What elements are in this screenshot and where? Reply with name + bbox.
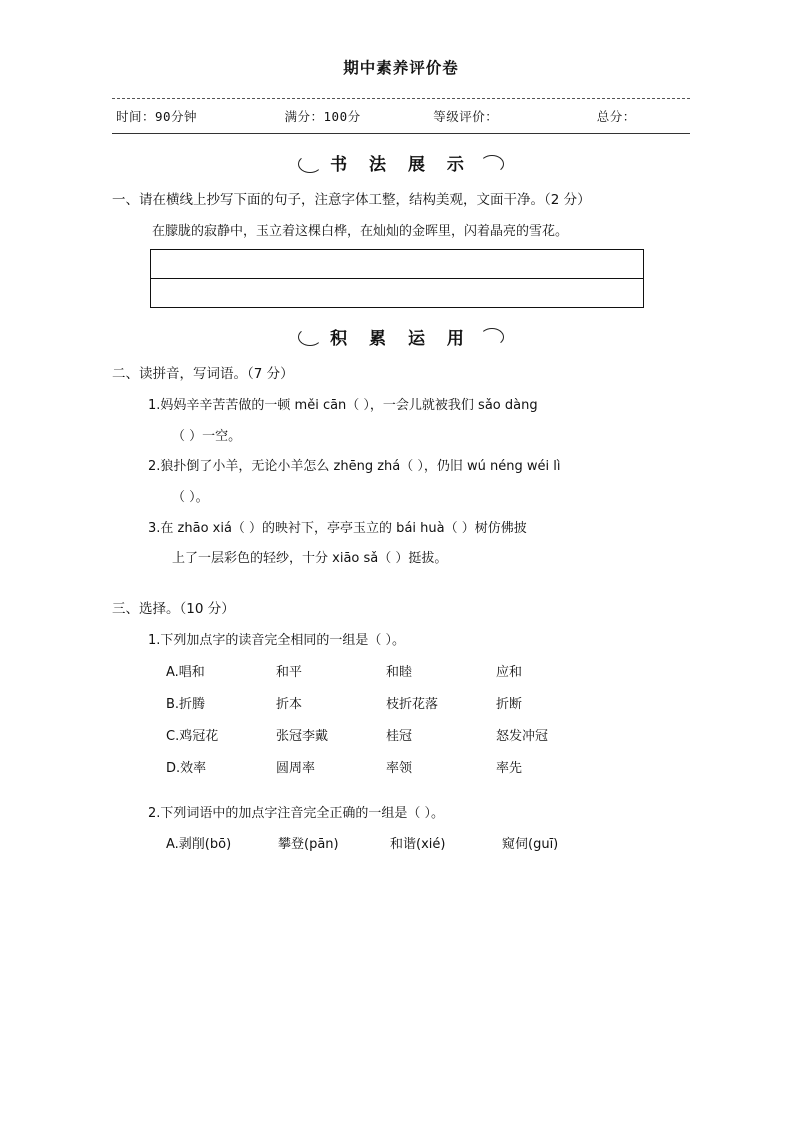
q3-option-d2[interactable]: 圆周率: [276, 760, 316, 776]
q3b-option-a1[interactable]: A.剥削(bō): [166, 837, 232, 853]
q3-option-c2[interactable]: 张冠李戴: [276, 728, 329, 744]
page-content: [112, 56, 690, 864]
q3-sub-1: 1.下列加点字的读音完全相同的一组是（ ）。: [148, 632, 406, 648]
q3-option-b3[interactable]: 枝折花落: [386, 696, 439, 712]
section-banner-calligraphy: [112, 150, 690, 175]
question-3-heading: 三、选择。（10 分）: [112, 601, 235, 617]
section-title-calligraphy: 书 法 展 示: [330, 155, 472, 175]
q3-option-d4[interactable]: 率先: [496, 760, 523, 776]
info-total: 满分：100分: [284, 109, 361, 124]
q3-choice-row-b[interactable]: [166, 692, 690, 718]
question-1-sentence: 在朦胧的寂静中，玉立着这棵白桦，在灿灿的金晖里，闪着晶亮的雪花。: [152, 223, 569, 239]
exam-info-bar: [112, 98, 690, 134]
q3-option-a1[interactable]: A.唱和: [166, 664, 205, 680]
info-score: 总分：: [596, 109, 636, 124]
q3-option-a2[interactable]: 和平: [276, 664, 303, 680]
page-title: 期中素养评价卷: [343, 59, 459, 77]
q3-option-c4[interactable]: 怒发冲冠: [496, 728, 549, 744]
q2-item-2-line-1: 2.狼扑倒了小羊，无论小羊怎么 zhēng zhá（ ），仍旧 wú néng wéi lì: [148, 459, 561, 475]
info-time: 时间：90分钟: [116, 109, 198, 124]
q3-option-d3[interactable]: 率领: [386, 760, 413, 776]
q3-sub-2: 2.下列词语中的加点字注音完全正确的一组是（ ）。: [148, 805, 445, 821]
handwriting-box[interactable]: [150, 249, 644, 308]
q3-option-d1[interactable]: D.效率: [166, 760, 207, 776]
section-title-accumulation: 积 累 运 用: [330, 328, 472, 349]
info-grade: 等级评价：: [433, 109, 499, 124]
q3b-option-a2[interactable]: 攀登(pān): [278, 837, 339, 853]
q3b-option-a3[interactable]: 和谐(xié): [390, 837, 446, 853]
section-banner-accumulation: [112, 324, 690, 349]
q2-item-3-line-2: 上了一层彩色的轻纱，十分 xiāo sǎ（ ）挺拔。: [172, 551, 448, 567]
q3-option-c1[interactable]: C.鸡冠花: [166, 728, 219, 744]
q2-item-3-line-1: 3.在 zhāo xiá（ ）的映衬下，亭亭玉立的 bái huà（ ）树仿佛披: [148, 520, 527, 536]
q3-option-a4[interactable]: 应和: [496, 664, 523, 680]
question-1-heading: 一、请在横线上抄写下面的句子，注意字体工整，结构美观，文面干净。（2 分）: [112, 192, 591, 208]
q2-item-1-line-1: 1.妈妈辛辛苦苦做的一顿 měi cān（ ），一会儿就被我们 sǎo dàng: [148, 397, 538, 413]
q3-option-a3[interactable]: 和睦: [386, 664, 413, 680]
q3-choice-row-c[interactable]: [166, 724, 690, 750]
q3-choice-row-a[interactable]: [166, 660, 690, 686]
handwriting-row-2[interactable]: [151, 278, 643, 307]
handwriting-row-1[interactable]: [151, 250, 643, 278]
q3-option-b4[interactable]: 折断: [496, 696, 523, 712]
q3b-choice-row-a[interactable]: [166, 832, 690, 858]
q3-option-c3[interactable]: 桂冠: [386, 728, 413, 744]
q3-option-b1[interactable]: B.折腾: [166, 696, 206, 712]
q3b-option-a4[interactable]: 窥伺(guī): [502, 837, 559, 853]
q3-choice-row-d[interactable]: [166, 756, 690, 782]
q2-item-2-line-2: （ ）。: [172, 489, 209, 505]
question-2-heading: 二、读拼音，写词语。（7 分）: [112, 365, 294, 382]
q2-item-1-line-2: （ ）一空。: [172, 428, 242, 444]
q3-option-b2[interactable]: 折本: [276, 696, 303, 712]
